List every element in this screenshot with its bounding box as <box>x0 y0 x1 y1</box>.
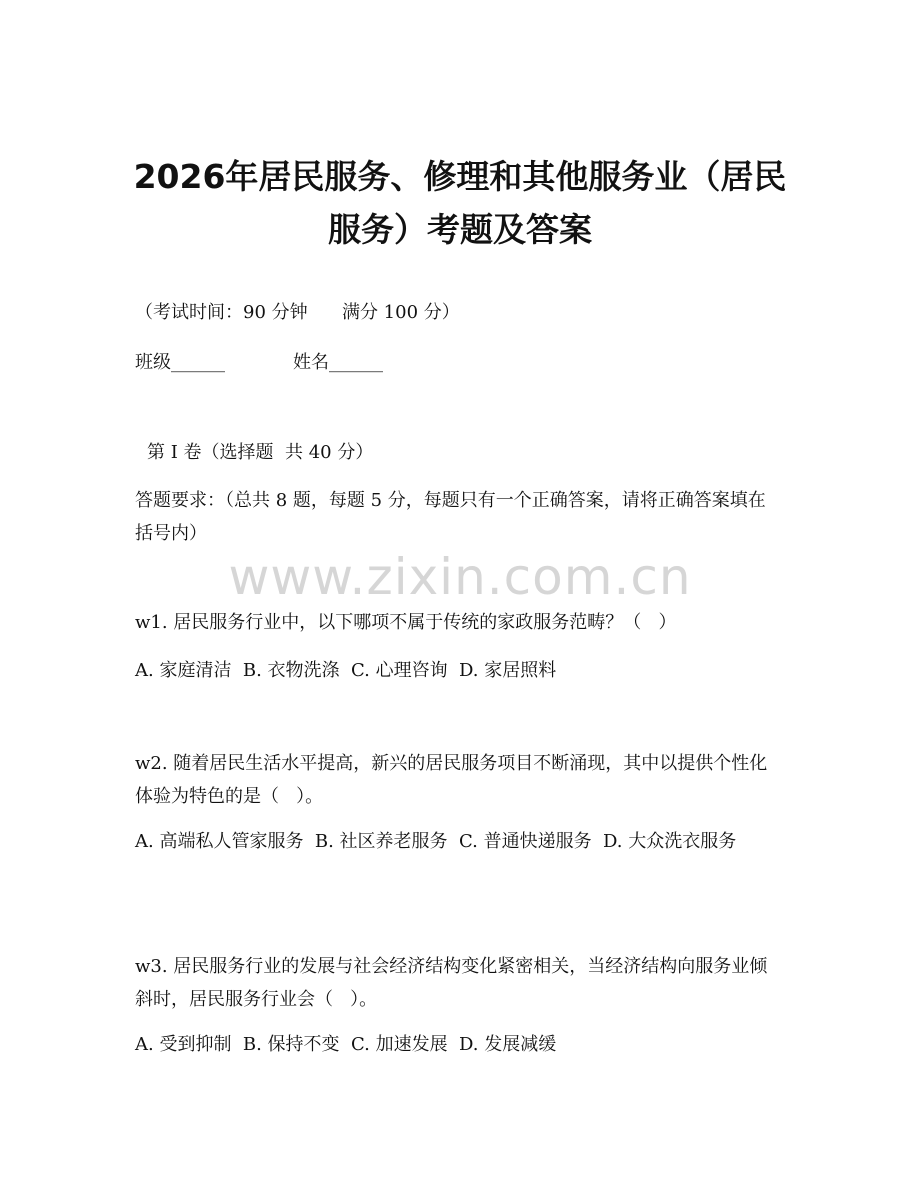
exam-info: （考试时间：90 分钟 满分 100 分） <box>135 302 460 323</box>
question-options: A. 高端私人管家服务 B. 社区养老服务 C. 普通快递服务 D. 大众洗衣服务 <box>135 831 737 852</box>
question-options: A. 受到抑制 B. 保持不变 C. 加速发展 D. 发展减缓 <box>135 1034 557 1055</box>
question-options: A. 家庭清洁 B. 衣物洗涤 C. 心理咨询 D. 家居照料 <box>135 660 557 681</box>
instructions: 答题要求：（总共 8 题，每题 5 分，每题只有一个正确答案，请将正确答案填在括号内） <box>135 490 766 544</box>
class-field: 班级______ <box>135 352 225 373</box>
watermark: www.zixin.com.cn <box>228 548 692 606</box>
name-field: 姓名______ <box>293 352 383 373</box>
question-stem: w1. 居民服务行业中，以下哪项不属于传统的家政服务范畴？（ ） <box>135 612 677 633</box>
question-stem: w2. 随着居民生活水平提高，新兴的居民服务项目不断涌现，其中以提供个性化体验为特色的是（ ）。 <box>135 753 768 807</box>
question-stem: w3. 居民服务行业的发展与社会经济结构变化紧密相关，当经济结构向服务业倾斜时，居民服务行业会（ ）。 <box>135 956 768 1010</box>
section-title: 第 I 卷（选择题 共 40 分） <box>147 442 374 463</box>
document-title: 2026年居民服务、修理和其他服务业（居民服务）考题及答案 <box>133 157 787 249</box>
